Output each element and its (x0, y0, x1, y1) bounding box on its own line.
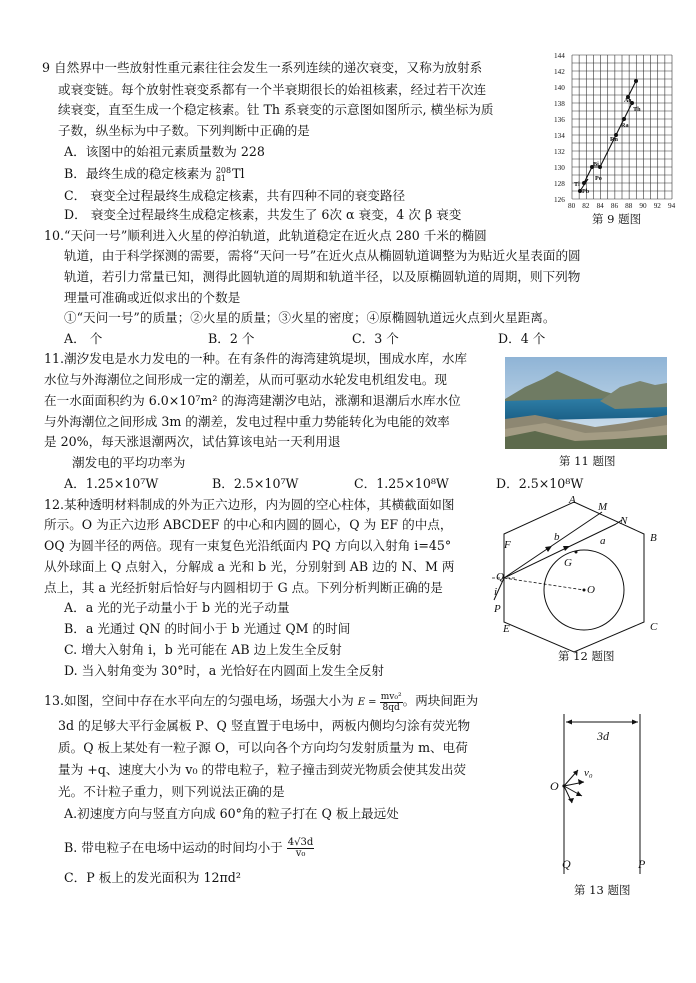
q9-option-a: A．该图中的始祖元素质量数为 228 (64, 144, 265, 159)
q11-line-4: 与外海潮位之间形成 3m 的潮差，发电过程中重力势能转化为电能的效率 (44, 414, 450, 429)
q12-label-f-vertex: F (504, 539, 511, 551)
q9-x-tick-label: 90 (639, 202, 647, 210)
q9-label-bi: Bi (593, 161, 599, 168)
q9-line-2: 或衰变链。每个放射性衰变系都有一个半衰期很长的始祖核素，经过若干次连 (58, 82, 487, 97)
q13-label-3d: 3d (597, 729, 609, 743)
q9-line-1: 9 自然界中一些放射性重元素往往会发生一系列连续的递次衰变，又称为放射系 (42, 60, 483, 75)
q9-x-tick-label: 82 (582, 202, 590, 210)
q13-line-2: 3d 的足够大平行金属板 P、Q 竖直置于电场中，两板内侧均匀涂有荧光物 (58, 718, 471, 733)
q10-line-1: 10.“天问一号”顺利进入火星的停泊轨道，此轨道稳定在近火点 280 千米的椭圆 (44, 228, 487, 243)
q12-label-i: i (494, 586, 498, 598)
q13-plates-diagram (540, 706, 670, 878)
q10-option-b: B．2 个 (208, 331, 255, 346)
q12-line-1: 12.某种透明材料制成的外为正六边形，内为圆的空心柱体，其横截面如图 (44, 497, 455, 512)
q12-line-2: 所示。O 为正六边形 ABCDEF 的中心和内圆的圆心，Q 为 EF 的中点， (44, 517, 453, 532)
q9-y-tick-label: 130 (554, 164, 565, 172)
q9-caption: 第 9 题图 (592, 212, 642, 226)
q12-label-c-vertex: C (650, 621, 658, 633)
q11-line-5: 是 20%，每天涨退潮两次，试估算该电站一天利用退 (44, 434, 341, 449)
q11-line-3: 在一水面面积约为 6.0×10⁷m² 的海湾建潮汐电站，涨潮和退潮后水库水位 (44, 393, 461, 408)
q9-y-tick-label: 126 (554, 196, 565, 204)
q9-x-ticks (568, 202, 676, 210)
q9-x-tick-label: 88 (625, 202, 633, 210)
q12-label-ray-a: a (600, 535, 606, 547)
q11-option-b: B．2.5×10⁷W (212, 476, 299, 491)
q12-caption: 第 12 题图 (558, 649, 615, 663)
q9-label-po: Po (595, 175, 602, 182)
q9-y-tick-label: 138 (554, 100, 565, 108)
q12-ray-b (504, 512, 602, 578)
q11-line-2: 水位与外海潮位之间形成一定的潮差，从而可驱动水轮发电机组发电。现 (44, 372, 447, 387)
q12-arrow-b (545, 546, 552, 552)
q9-x-tick-label: 92 (653, 202, 661, 210)
q11-caption: 第 11 题图 (559, 454, 616, 468)
q9-line-4: 子数，纵坐标为中子数。下列判断中正确的是 (58, 123, 310, 138)
q9-y-tick-label: 144 (554, 52, 565, 60)
q11-coast-photo (505, 357, 667, 449)
q13-velocity-arrows (564, 770, 584, 803)
q12-line-5: 点上，其 a 光经折射后恰好与内圆相切于 G 点。下列分析判断正确的是 (44, 580, 443, 595)
q9-decay-chart (552, 50, 678, 212)
q12-label-a-vertex: A (569, 494, 576, 506)
q9-label-tl: Tl (574, 181, 580, 188)
q12-point-o (583, 589, 586, 592)
q10-line-2: 轨道，由于科学探测的需要，需将“天问一号”在近火点从椭圆轨道调整为为贴近火星表面的圆 (64, 248, 581, 263)
q13-label-q: Q (562, 857, 571, 871)
q11-line-6: 潮发电的平均功率为 (72, 455, 186, 470)
q9-x-tick-label: 84 (596, 202, 604, 210)
q12-label-g: G (564, 557, 572, 569)
q12-option-c: C. 增大入射角 i，b 光可能在 AB 边上发生全反射 (64, 642, 342, 657)
q12-line-3: OQ 为圆半径的两倍。现有一束复色光沿纸面内 PQ 方向以入射角 i=45° (44, 538, 452, 553)
q13-line-5: 光。不计粒子重力，则下列说法正确的是 (58, 784, 285, 799)
q11-option-c: C．1.25×10⁸W (354, 476, 449, 491)
q13-caption: 第 13 题图 (574, 883, 631, 897)
q10-line-5: ①“天问一号”的质量；②火星的质量；③火星的密度；④原椭圆轨道远火点到火星距离。 (64, 310, 556, 325)
q11-option-a: A．1.25×10⁷W (64, 476, 159, 491)
q10-line-4: 理量可准确或近似求出的个数是 (64, 290, 241, 305)
q12-option-b: B．a 光通过 QN 的时间小于 b 光通过 QM 的时间 (64, 621, 351, 636)
q9-line-3: 续衰变，直至生成一个稳定核素。钍 Th 系衰变的示意图如图所示, 横坐标为质 (58, 102, 494, 117)
q9-y-tick-label: 134 (554, 132, 565, 140)
q9-y-ticks (554, 52, 565, 212)
q12-label-b-vertex: B (650, 532, 657, 544)
q11-option-d: D．2.5×10⁸W (496, 476, 584, 491)
q9-y-tick-label: 132 (554, 148, 565, 156)
q9-y-tick-label: 136 (554, 116, 565, 124)
q12-label-e-vertex: E (503, 623, 510, 635)
q12-label-o: O (587, 584, 595, 596)
q9-y-tick-label: 128 (554, 180, 565, 188)
q9-label-rn: Rn (610, 136, 618, 143)
q13-option-b: B. 带电粒子在电场中运动的时间均小于 $\frac{4√3d}{\text{v₀}}$ (64, 837, 314, 859)
q13-line-1: 13.如图，空间中存在水平向左的匀强电场，场强大小为 E = $\frac{\text{mv₀²}}{8qd}$ 。两块间距为 (44, 692, 479, 713)
q12-label-n: N (620, 515, 628, 527)
q13-label-v0: v₀ (584, 767, 593, 779)
q12-hexagon-diagram (490, 494, 680, 654)
q12-point-g (575, 551, 578, 554)
q12-label-p: P (494, 603, 501, 615)
q9-node-th (634, 79, 638, 83)
q9-x-tick-label: 94 (668, 202, 676, 210)
q13-label-o: O (550, 779, 559, 793)
q9-label-ac: Ac (624, 97, 632, 104)
q12-ray-a (504, 524, 616, 578)
q12-arrow-a (563, 546, 570, 551)
q13-option-a: A.初速度方向与竖直方向成 60°角的粒子打在 Q 板上最远处 (64, 806, 399, 821)
q13-line-4: 量为 +q、速度大小为 v₀ 的带电粒子，粒子撞击到荧光物质会使其发出荧 (58, 762, 467, 777)
q13-option-c: C．P 板上的发光面积为 12πd² (64, 870, 241, 885)
q9-option-b: B．最终生成的稳定核素为 208 81 Tl (64, 165, 245, 183)
q13-field-formula: E = $\frac{\text{mv₀²}}{8qd}$ (357, 692, 402, 713)
q12-label-m: M (598, 501, 608, 513)
q12-option-a: A．a 光的光子动量小于 b 光的光子动量 (64, 600, 290, 615)
q9-label-pb: Pb (582, 188, 590, 195)
q9-x-tick-label: 80 (568, 202, 576, 210)
q10-option-d: D．4 个 (498, 331, 546, 346)
q9-y-tick-label: 140 (554, 84, 565, 92)
q9-option-d: D． 衰变全过程最终生成稳定核素，共发生了 6次 α 衰变，4 次 β 衰变 (64, 207, 462, 222)
q9-x-tick-label: 86 (610, 202, 619, 210)
q11-line-1: 11.潮汐发电是水力发电的一种。在有条件的海湾建筑堤坝，围成水库，水库 (44, 351, 468, 366)
q9-label-th: Th (633, 106, 641, 113)
q9-option-c: C． 衰变全过程最终生成稳定核素，共有四种不同的衰变路径 (64, 188, 406, 203)
q12-option-d: D. 当入射角变为 30°时，a 光恰好在内圆面上发生全反射 (64, 663, 384, 678)
q13-label-p: P (638, 857, 646, 871)
q10-line-3: 轨道，若引力常量已知，测得此圆轨道的周期和轨道半径，以及原椭圆轨道的周期，则下列物 (64, 269, 581, 284)
q9-label-ra: Ra (621, 122, 629, 129)
q10-option-a: A． 个 (64, 331, 103, 346)
q12-label-q: Q (496, 571, 504, 583)
q9-y-tick-label: 142 (554, 68, 565, 76)
q10-option-c: C．3 个 (352, 331, 399, 346)
q13-line-3: 质。Q 板上某处有一粒子源 O，可以向各个方向均匀发射质量为 m、电荷 (58, 740, 468, 755)
q12-label-ray-b: b (554, 531, 560, 543)
q12-line-4: 从外球面上 Q 点射入，分解成 a 光和 b 光，分别射到 AB 边的 N、M 两 (44, 559, 455, 574)
